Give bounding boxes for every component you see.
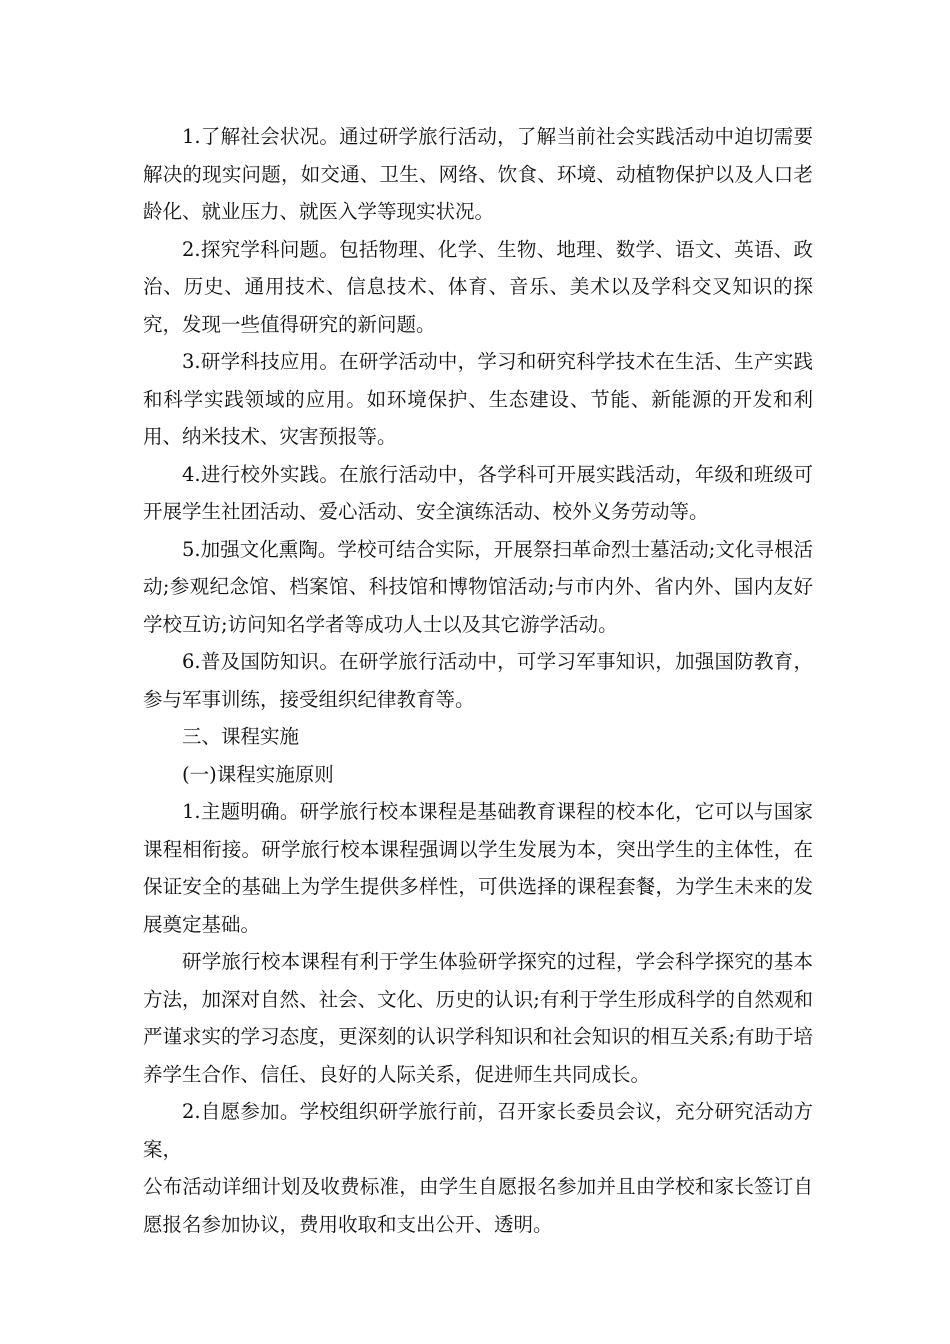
section-heading: 三、课程实施 xyxy=(182,725,300,748)
paragraph-principle-1: 1.主题明确。研学旅行校本课程是基础教育课程的校本化，它可以与国家课程相衔接。研学旅行校本课程强调以学生发展为本，突出学生的主体性，在保证安全的基础上为学生提供多样性，可供选择的课程套餐，为学生未来的发展奠定基础。 xyxy=(143,800,813,936)
paragraph-item-5: 5.加强文化熏陶。学校可结合实际，开展祭扫革命烈士墓活动;文化寻根活动;参观纪念馆、档案馆、科技馆和博物馆活动;与市内外、省内外、国内友好学校互访;访问知名学者等成功人士以及其它游学活动。 xyxy=(143,537,813,636)
paragraph-principle-2-continued: 公布活动详细计划及收费标准，由学生自愿报名参加并且由学校和家长签订自愿报名参加协议，费用收取和支出公开、透明。 xyxy=(143,1175,813,1236)
paragraph-principle-2: 2.自愿参加。学校组织研学旅行前，召开家长委员会议，充分研究活动方案， xyxy=(143,1100,813,1161)
paragraph-item-6: 6.普及国防知识。在研学旅行活动中，可学习军事知识，加强国防教育，参与军事训练，接受组织纪律教育等。 xyxy=(143,650,813,711)
paragraph-item-3: 3.研学科技应用。在研学活动中，学习和研究科学技术在生活、生产实践和科学实践领域的应用。如环境保护、生态建设、节能、新能源的开发和利用、纳米技术、灾害预报等。 xyxy=(143,350,813,448)
paragraph-item-2: 2.探究学科问题。包括物理、化学、生物、地理、数学、语文、英语、政治、历史、通用技术、信息技术、体育、音乐、美术以及学科交叉知识的探究，发现一些值得研究的新问题。 xyxy=(143,237,813,336)
document-body xyxy=(143,118,813,1243)
paragraph-principle-1-benefits: 研学旅行校本课程有利于学生体验研学探究的过程，学会科学探究的基本方法，加深对自然、社会、文化、历史的认识;有利于学生形成科学的自然观和严谨求实的学习态度，更深刻的认识学科知识和社会知识的相互关系;有助于培养学生合作、信任、良好的人际关系，促进师生共同成长。 xyxy=(143,950,813,1086)
paragraph-item-1: 1.了解社会状况。通过研学旅行活动，了解当前社会实践活动中迫切需要解决的现实问题，如交通、卫生、网络、饮食、环境、动植物保护以及人口老龄化、就业压力、就医入学等现实状况。 xyxy=(143,125,813,223)
paragraph-item-4: 4.进行校外实践。在旅行活动中，各学科可开展实践活动，年级和班级可开展学生社团活动、爱心活动、安全演练活动、校外义务劳动等。 xyxy=(143,462,813,523)
subsection-heading: (一)课程实施原则 xyxy=(182,762,334,786)
